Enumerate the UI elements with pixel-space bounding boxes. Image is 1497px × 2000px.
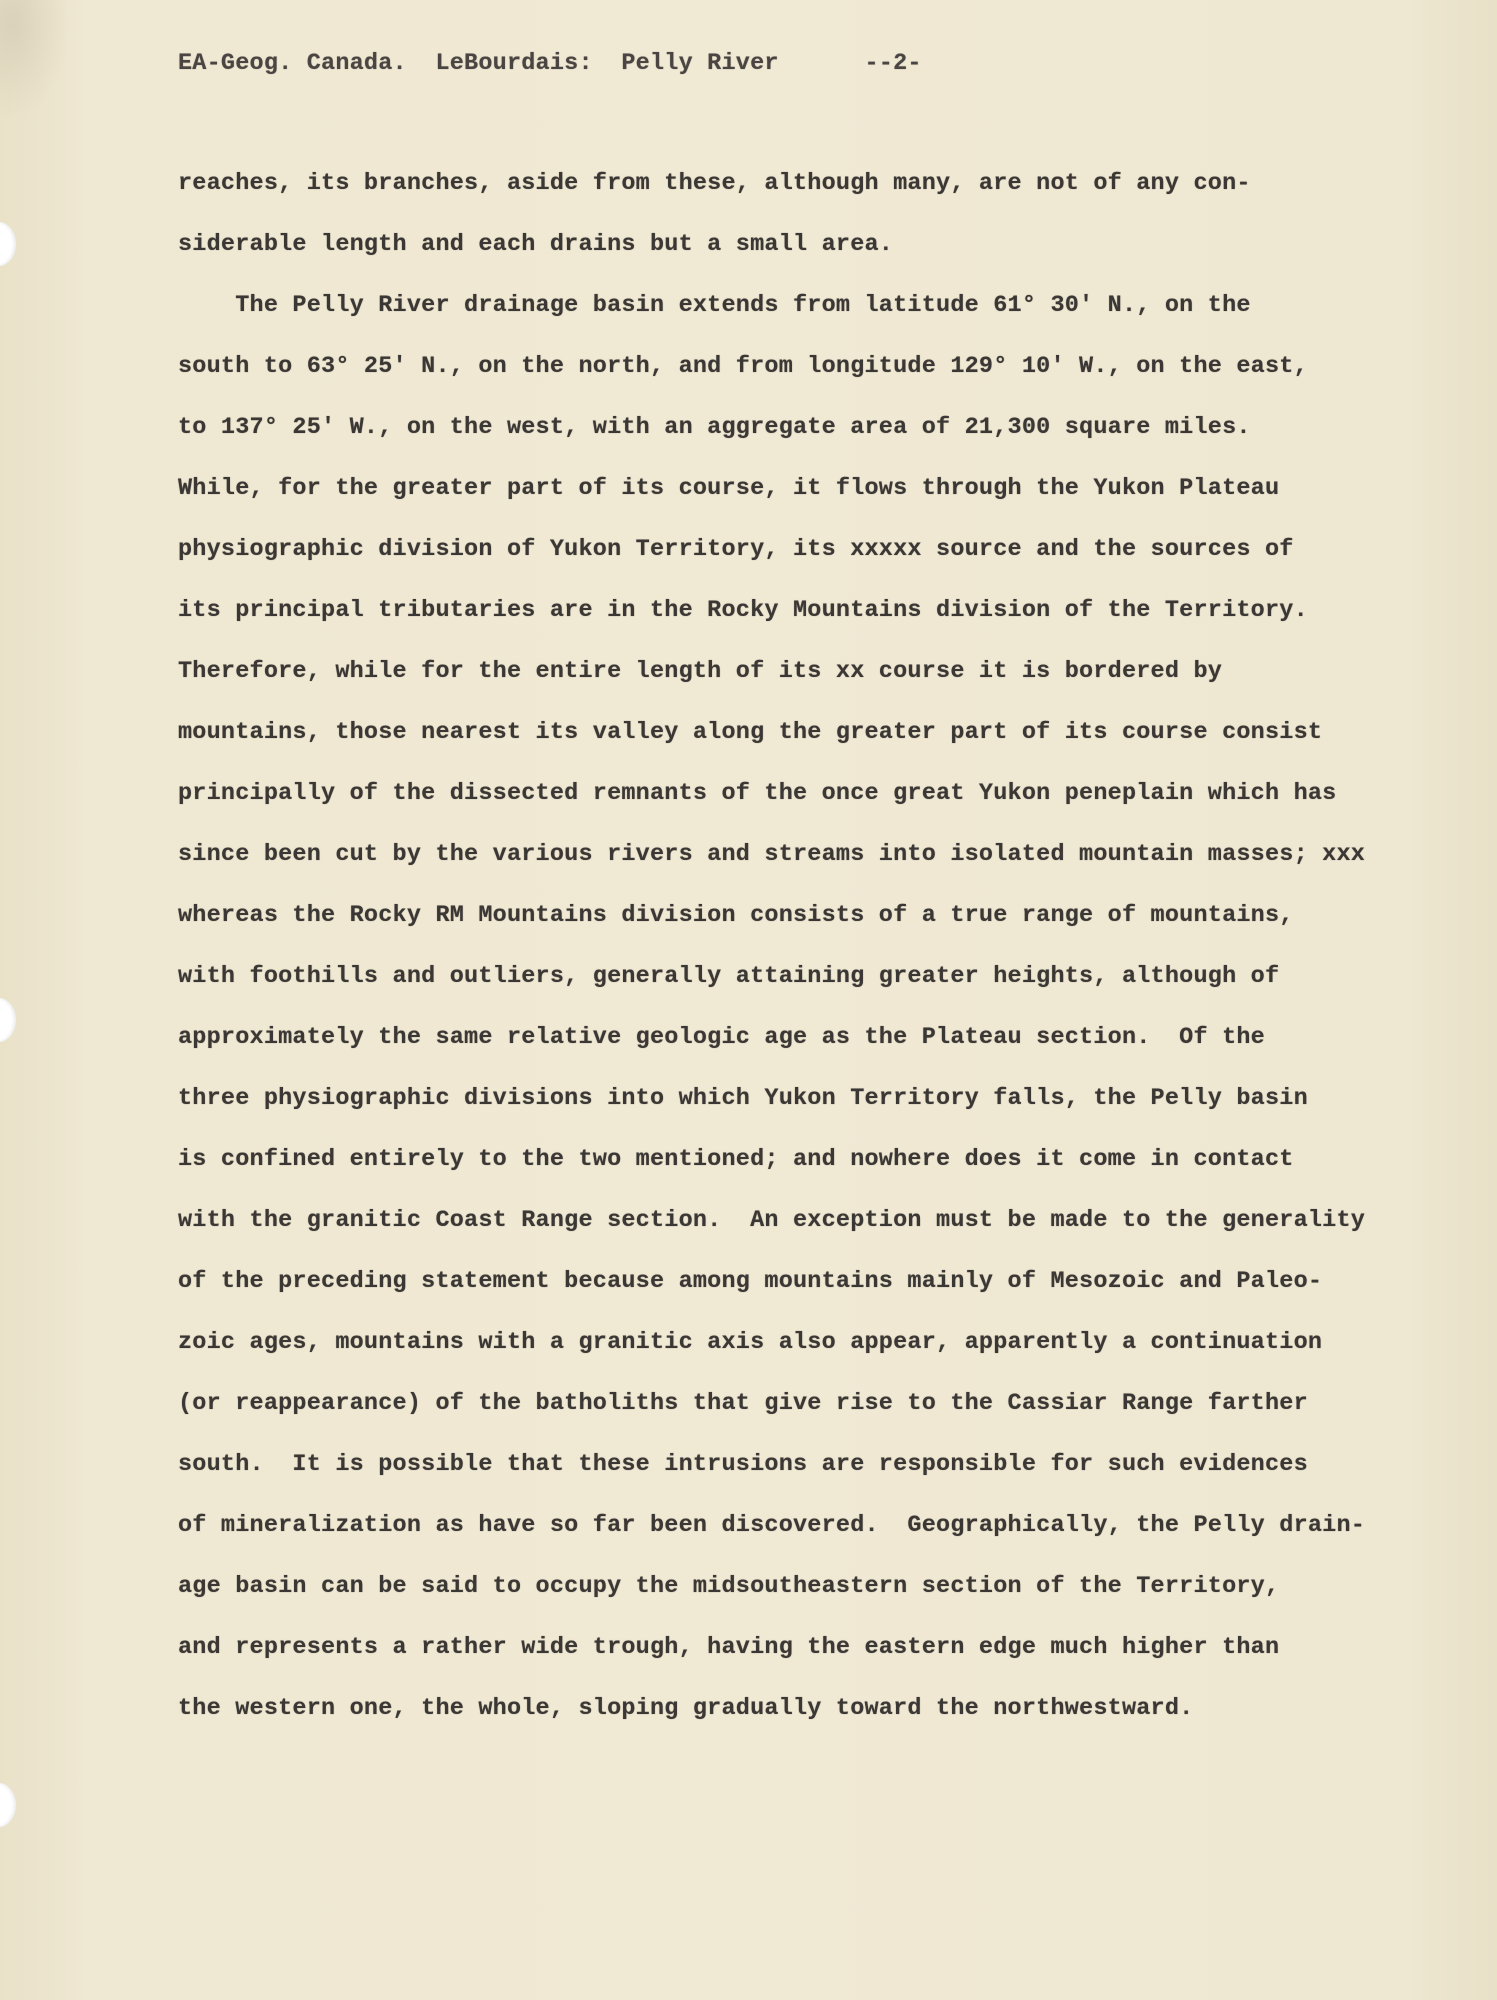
text-line: Therefore, while for the entire length of its xx course it is bordered by <box>178 658 1223 685</box>
text-line: The Pelly River drainage basin extends from latitude 61° 30' N., on the <box>178 292 1251 319</box>
text-line: south. It is possible that these intrusions are responsible for such evidences <box>178 1451 1308 1478</box>
text-line: age basin can be said to occupy the midsoutheastern section of the Territory, <box>178 1573 1280 1600</box>
text-line: principally of the dissected remnants of the once great Yukon peneplain which has <box>178 780 1337 807</box>
page-header: EA-Geog. Canada. LeBourdais: Pelly River --2- <box>178 50 922 77</box>
text-line: three physiographic divisions into which Yukon Territory falls, the Pelly basin <box>178 1085 1308 1112</box>
text-line: of mineralization as have so far been discovered. Geographically, the Pelly drain- <box>178 1512 1366 1539</box>
text-line: whereas the Rocky RM Mountains division consists of a true range of mountains, <box>178 902 1294 929</box>
punch-hole-bottom <box>0 1783 16 1827</box>
text-line: with foothills and outliers, generally attaining greater heights, although of <box>178 963 1280 990</box>
text-line: with the granitic Coast Range section. An exception must be made to the generality <box>178 1207 1366 1234</box>
text-line: mountains, those nearest its valley along the greater part of its course consist <box>178 719 1323 746</box>
text-line: reaches, its branches, aside from these, although many, are not of any con- <box>178 170 1251 197</box>
text-line: zoic ages, mountains with a granitic axis also appear, apparently a continuation <box>178 1329 1323 1356</box>
text-line: its principal tributaries are in the Rocky Mountains division of the Territory. <box>178 597 1308 624</box>
text-line: is confined entirely to the two mentioned; and nowhere does it come in contact <box>178 1146 1294 1173</box>
text-line: of the preceding statement because among mountains mainly of Mesozoic and Paleo- <box>178 1268 1323 1295</box>
punch-hole-top <box>0 222 16 266</box>
text-line: physiographic division of Yukon Territory, its xxxxx source and the sources of <box>178 536 1294 563</box>
text-line: approximately the same relative geologic age as the Plateau section. Of the <box>178 1024 1265 1051</box>
punch-hole-middle <box>0 998 16 1042</box>
text-line: siderable length and each drains but a small area. <box>178 231 894 258</box>
text-line: (or reappearance) of the batholiths that give rise to the Cassiar Range farther <box>178 1390 1308 1417</box>
text-line: to 137° 25' W., on the west, with an aggregate area of 21,300 square miles. <box>178 414 1251 441</box>
corner-smudge <box>0 0 70 120</box>
text-line: While, for the greater part of its course, it flows through the Yukon Plateau <box>178 475 1280 502</box>
text-line: and represents a rather wide trough, having the eastern edge much higher than <box>178 1634 1280 1661</box>
text-line: south to 63° 25' N., on the north, and from longitude 129° 10' W., on the east, <box>178 353 1308 380</box>
text-line: since been cut by the various rivers and streams into isolated mountain masses; xxx <box>178 841 1366 868</box>
text-line: the western one, the whole, sloping gradually toward the northwestward. <box>178 1695 1194 1722</box>
